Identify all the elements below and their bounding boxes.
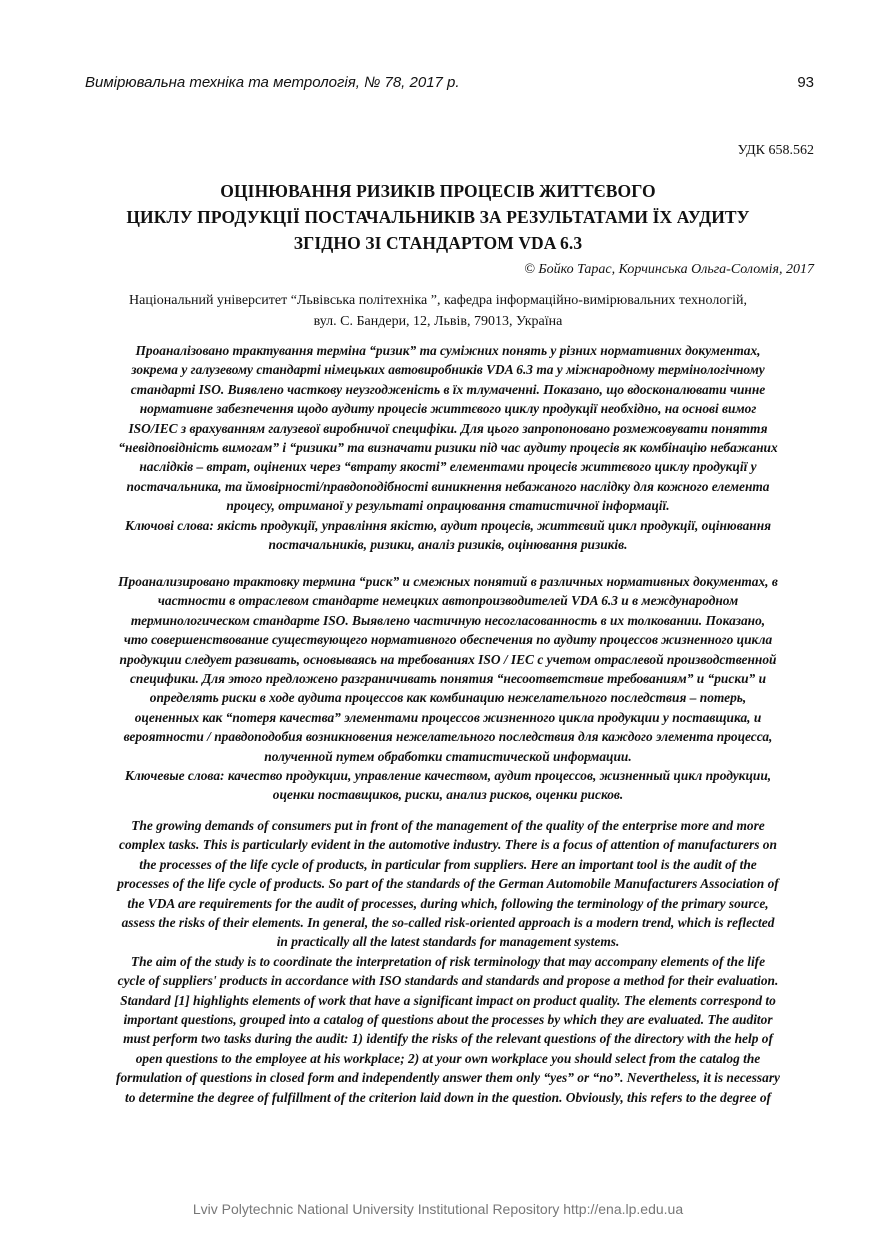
abstract-line: in practically all the latest standards for management systems. bbox=[276, 934, 620, 950]
abstract-line: important questions, grouped into a catalog of questions about the processes by which they are evaluated. The auditor bbox=[123, 1012, 773, 1028]
abstract-line: must perform two tasks during the audit: 1) identify the risks of the relevant questions of the directory with the help of bbox=[123, 1031, 773, 1047]
paper-title bbox=[60, 178, 816, 256]
udk-code: УДК 658.562 bbox=[737, 143, 814, 158]
affiliation bbox=[60, 290, 816, 332]
abstract-line: оцененных как “потеря качества” элементами процессов жизненного цикла продукции у поставщика, и bbox=[134, 709, 762, 725]
repository-footer: Lviv Polytechnic National University Institutional Repository http://ena.lp.edu.ua bbox=[192, 1201, 684, 1217]
abstract-line: Ключові слова: якість продукції, управління якістю, аудит процесів, життєвий цикл продукції, оцінювання bbox=[124, 517, 772, 533]
abstract-line: the processes of the life cycle of products, in particular from suppliers. Here an important tool is the audit of the bbox=[139, 856, 757, 872]
abstract-line: процесу, отриманої у результаті опрацювання статистичної інформації. bbox=[226, 498, 670, 514]
abstract-line: Проаналізовано трактування терміна “ризик” та суміжних понять у різних нормативних документах, bbox=[135, 343, 761, 358]
abstract-line: complex tasks. This is particularly evident in the automotive industry. There is a focus of attention of manufacturers on bbox=[119, 837, 777, 853]
abstract-line: Ключевые слова: качество продукции, управление качеством, аудит процессов, жизненный цикл продукции, bbox=[124, 768, 772, 784]
abstract-line: постачальників, ризики, аналіз ризиків, оцінювання ризиків. bbox=[268, 537, 628, 553]
page-number: 93 bbox=[797, 74, 814, 91]
abstract-line: полученной путем обработки статистической информации. bbox=[264, 748, 632, 764]
abstract-line: to determine the degree of fulfillment of the criterion laid down in the question. Obviously, this refers to the degree of bbox=[125, 1089, 771, 1105]
abstract-line: наслідків – втрат, оцінених через “втрату якості” елементами процесів життєвого циклу продукції у bbox=[139, 459, 757, 475]
abstract-line: “невідповідність вимогам” і “ризики” та визначати ризики під час аудиту процесів як комбінацію небажаних bbox=[118, 440, 778, 456]
title-line: ЦИКЛУ ПРОДУКЦІЇ ПОСТАЧАЛЬНИКІВ ЗА РЕЗУЛЬТАТАМИ ЇХ АУДИТУ bbox=[126, 207, 750, 227]
abstract-line: the VDA are requirements for the audit of processes, during which, following the terminology of the primary source, bbox=[127, 895, 769, 911]
abstract-line: специфики. Для этого предложено разграничивать понятия “несоответствие требованиям” и “риски” и bbox=[129, 671, 767, 687]
abstract-line: Проанализировано трактовку термина “риск” и смежных понятий в различных нормативных документах, в bbox=[118, 574, 778, 589]
abstract-line: processes of the life cycle of products. So part of the standards of the German Automobile Manufacturers Association of bbox=[117, 876, 779, 892]
abstract-line: нормативне забезпечення щодо аудиту процесів життєвого циклу продукції необхідно, на основі вимог bbox=[139, 401, 757, 417]
copyright-authors: © Бойко Тарас, Корчинська Ольга-Соломія, 2017 bbox=[524, 262, 814, 277]
abstract-line: оценки поставщиков, риски, анализ рисков, оценки рисков. bbox=[272, 787, 624, 803]
affiliation-line: Національний університет “Львівська політехніка ”, кафедра інформаційно-вимірювальних технологій, bbox=[129, 293, 747, 308]
abstract-line: open questions to the employee at his workplace; 2) at your own workplace you should select from the catalog the bbox=[135, 1050, 761, 1066]
abstract-line: assess the risks of their elements. In general, the so-called risk-oriented approach is a modern trend, which is reflected bbox=[121, 915, 775, 931]
abstract-line: Standard [1] highlights elements of work that have a significant impact on product quality. The elements correspond to bbox=[120, 992, 776, 1008]
abstract-line: зокрема у галузевому стандарті німецьких автовиробників VDA 6.3 та у міжнародному термінологічному bbox=[131, 362, 765, 378]
abstract-line: The growing demands of consumers put in front of the management of the quality of the enterprise more and more bbox=[131, 818, 765, 833]
abstract-line: постачальника, та ймовірності/правдоподібності виникнення небажаного наслідку для кожного елемента bbox=[126, 478, 770, 494]
abstract-russian bbox=[75, 572, 821, 805]
abstract-line: что совершенствование существующего нормативного обеспечения по аудиту процессов жизненного цикла bbox=[123, 632, 773, 648]
abstract-english bbox=[75, 816, 821, 1107]
abstract-line: ISO/IEC з врахуванням галузевої виробничої специфіки. Для цього запропоновано розмежовувати поняття bbox=[128, 420, 768, 436]
journal-header: Вимірювальна техніка та метрологія, № 78, 2017 р. bbox=[85, 74, 460, 91]
abstract-line: cycle of suppliers' products in accordance with ISO standards and standards and propose a method for their evaluation. bbox=[117, 973, 779, 989]
affiliation-line: вул. С. Бандери, 12, Львів, 79013, Україна bbox=[313, 314, 563, 329]
abstract-line: стандарті ISO. Виявлено часткову неузгодженість в їх тлумаченні. Показано, що вдосконалювати чинне bbox=[130, 381, 766, 397]
abstract-line: определять риски в ходе аудита процессов как комбинацию нежелательного последствия – потерь, bbox=[149, 690, 747, 706]
title-line: ОЦІНЮВАННЯ РИЗИКІВ ПРОЦЕСІВ ЖИТТЄВОГО bbox=[220, 181, 656, 201]
abstract-line: терминологическом стандарте ISO. Выявлено частичную несогласованность в их толковании. Показано, bbox=[130, 612, 766, 628]
abstract-ukrainian bbox=[75, 341, 821, 554]
abstract-line: продукции следует развивать, основываясь на требованиях ISO / IEC с учетом отраслевой производственной bbox=[119, 651, 777, 667]
abstract-line: formulation of questions in closed form and independently answer them only “yes” or “no”. Nevertheless, it is necessary bbox=[116, 1070, 780, 1086]
abstract-line: частности в отраслевом стандарте немецких автопроизводителей VDA 6.3 и в международном bbox=[157, 593, 739, 609]
abstract-line: The aim of the study is to coordinate the interpretation of risk terminology that may accompany elements of the life bbox=[130, 953, 766, 969]
title-line: ЗГІДНО ЗІ СТАНДАРТОМ VDA 6.3 bbox=[293, 233, 583, 253]
abstract-line: вероятности / правдоподобия возникновения нежелательного последствия для каждого элемента процесса, bbox=[123, 729, 773, 745]
